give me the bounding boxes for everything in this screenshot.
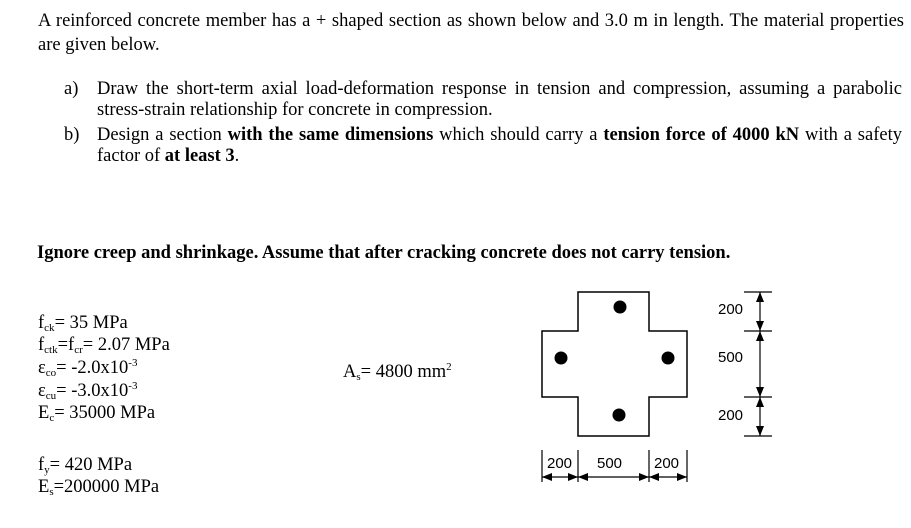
prop-as: $A_s= 4800$ $mm^2$: [343, 361, 452, 383]
prop-fctk: $f_{ctk}=f_{cr}= 2.07$ MPa: [38, 335, 170, 356]
dim-horizontal-right: 200: [654, 455, 680, 472]
dim-horizontal-left: 200: [547, 455, 573, 472]
problem-intro: A reinforced concrete member has a + shaped section as shown below and 3.0 m in length. The material properties are given below.: [38, 11, 904, 55]
question-b: [64, 125, 902, 167]
rebar-top: [614, 301, 627, 314]
prop-ecu: $\varepsilon_{cu}= -3.0x10^{-3}$: [38, 380, 138, 402]
dim-vertical-bottom: 200: [718, 407, 744, 424]
prop-fck: $f_{ck}= 35$ MPa: [38, 313, 128, 334]
prop-fy: $f_y= 420$ MPa: [38, 455, 133, 476]
rebar-bottom: [613, 409, 626, 422]
dim-horizontal-middle: 500: [597, 455, 623, 472]
question-b-label: b): [64, 125, 80, 145]
rebar-right: [662, 352, 675, 365]
prop-eco: $\varepsilon_{co}= -2.0x10^{-3}$: [38, 357, 138, 379]
question-a: [64, 79, 902, 121]
vertical-dimension: [744, 292, 772, 436]
dim-vertical-top: 200: [718, 301, 744, 318]
assumption-note: Ignore creep and shrinkage. Assume that after cracking concrete does not carry tension.: [37, 243, 731, 263]
cross-section-diagram: [520, 280, 790, 500]
prop-ec: $E_c= 35000$ MPa: [38, 403, 156, 424]
rebar-left: [555, 352, 568, 365]
question-b-text: Design a section with the same dimensions which should carry a tension force of 4000 kN with a safety factor of at least 3.: [97, 125, 902, 166]
question-a-text: Draw the short-term axial load-deformation response in tension and compression, assuming a parabolic stress-strain relationship for concrete in compression.: [97, 79, 902, 120]
dim-vertical-middle: 500: [718, 349, 744, 366]
question-a-label: a): [64, 79, 79, 99]
prop-es: $E_s=200000$ MPa: [38, 477, 160, 498]
